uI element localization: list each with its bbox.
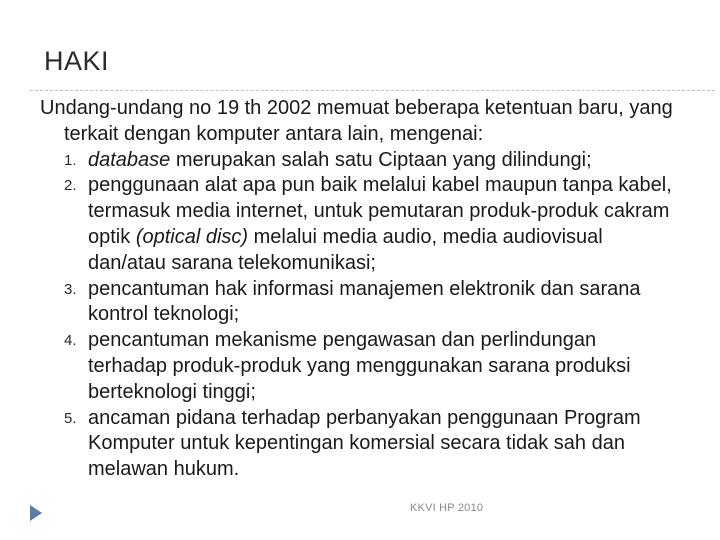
item-text: pencantuman mekanisme pengawasan dan perlindungan terhadap produk-produk yang menggunakan sarana produksi berteknologi tinggi; (88, 329, 631, 403)
item-number: 2. (64, 177, 77, 195)
list-item (40, 173, 680, 276)
provisions-list (40, 148, 680, 483)
item-number: 1. (64, 151, 77, 169)
slide-title: HAKI (44, 46, 110, 76)
item-text: ancaman pidana terhadap perbanyakan penggunaan Program Komputer untuk kepentingan komersial secara tidak sah dan melawan hukum. (88, 406, 641, 481)
item-number: 4. (64, 332, 77, 350)
item-text-tail: melalui media audio, media audiovisual dan/atau sarana telekomunikasi; (88, 225, 603, 274)
title-divider (30, 90, 715, 91)
item-text: merupakan salah satu Ciptaan yang dilindungi; (170, 148, 592, 171)
item-emphasis: (optical disc) (135, 225, 249, 248)
list-item (40, 277, 680, 329)
item-number: 5. (64, 409, 77, 427)
list-item (40, 328, 680, 405)
item-text: pencantuman hak informasi manajemen elektronik dan sarana kontrol teknologi; (88, 277, 641, 326)
intro-paragraph: Undang-undang no 19 th 2002 memuat beberapa ketentuan baru, yang terkait dengan komputer antara lain, mengenai: (40, 97, 673, 145)
item-number: 3. (64, 280, 77, 298)
bullet-arrow-icon (30, 505, 42, 521)
slide-body (40, 96, 680, 483)
item-emphasis: database (88, 148, 171, 171)
item-text: penggunaan alat apa pun baik melalui kabel maupun tanpa kabel, termasuk media internet, untuk pemutaran produk-produk cakram optik (88, 174, 672, 248)
list-item (40, 406, 680, 483)
slide-footer: KKVI HP 2010 (410, 502, 484, 514)
list-item (40, 148, 680, 174)
